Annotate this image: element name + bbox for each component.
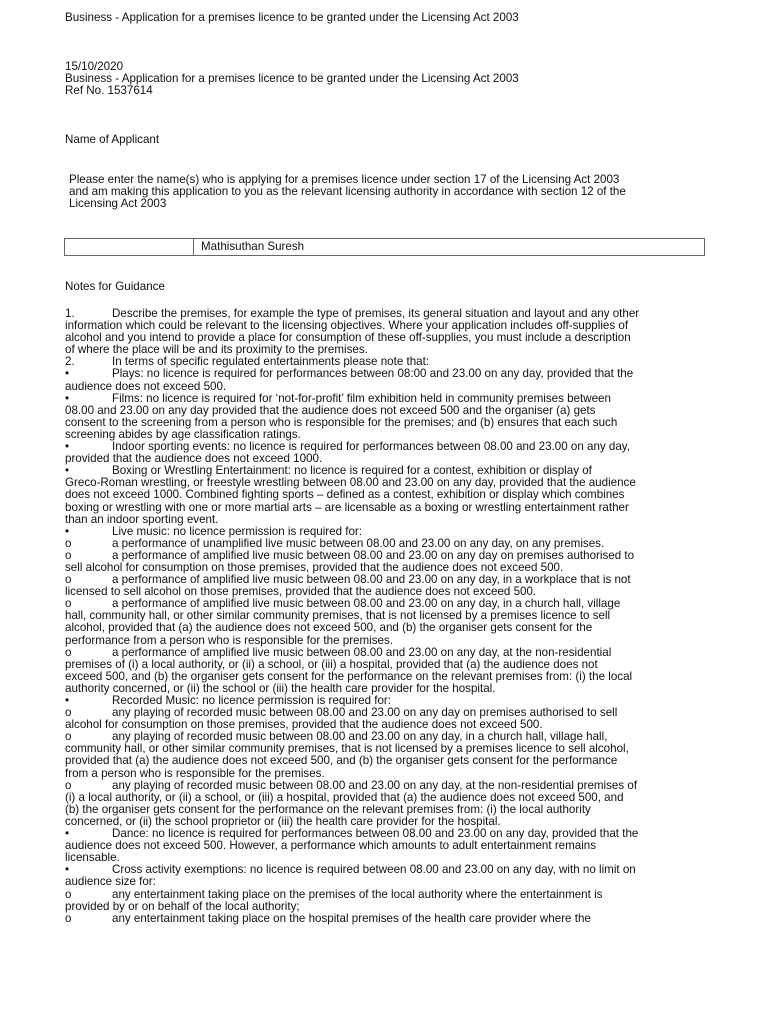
notes-line [65, 780, 707, 792]
notes-line: concerned, or (ii) the school proprietor or (iii) the health care provider for the hospital. [65, 814, 501, 828]
notes-line: community hall, or other similar community premises, that is not licensed by a premises licence to sell alcohol, [65, 742, 629, 756]
applicant-name-table [64, 238, 705, 256]
notes-line-text: any playing of recorded music between 08.00 and 23.00 on any day on premises authorised to sell [112, 706, 618, 720]
notes-line-text: a performance of amplified live music between 08.00 and 23.00 on any day on premises authorised to [112, 548, 635, 562]
notes-line: alcohol for consumption on those premises, provided that the audience does not exceed 500. [65, 718, 543, 732]
notes-line-text: a performance of amplified live music between 08.00 and 23.00 on any day, in a church hall, village [112, 597, 621, 611]
notes-line: Greco-Roman wrestling, or freestyle wrestling between 08.00 and 23.00 on any day, provided that the audience [65, 476, 636, 490]
notes-line [65, 368, 707, 380]
notes-line: exceed 500, and (b) the organiser gets consent for the performance on the relevant premises from: (i) the local [65, 669, 633, 683]
notes-line [65, 393, 707, 405]
notes-line-text: a performance of amplified live music between 08.00 and 23.00 on any day, in a workplace that is not [112, 573, 631, 587]
list-marker: • [65, 391, 70, 405]
notes-line: information which could be relevant to the licensing objectives. Where your application includes off-supplies of [65, 319, 629, 333]
notes-line-text: Recorded Music: no licence permission is required for: [112, 694, 392, 707]
notes-line-text: Boxing or Wrestling Entertainment: no licence is required for a contest, exhibition or display of [112, 464, 592, 478]
notes-line-text: Live music: no licence permission is required for: [112, 524, 363, 538]
notes-line: alcohol, provided that (a) the audience does not exceed 500, and (b) the organiser gets consent for the [65, 621, 593, 635]
notes-line: 08.00 and 23.00 on any day provided that the audience does not exceed 500 and the organiser (a) gets [65, 403, 596, 417]
notes-line-text: any playing of recorded music between 08.00 and 23.00 on any day, in a church hall, village hall, [112, 730, 608, 744]
list-marker: • [65, 827, 70, 841]
notes-line-text: Films: no licence is required for ‘not-for-profit’ film exhibition held in community premises between [112, 391, 611, 405]
list-marker: o [65, 573, 72, 587]
notes-line-text: a performance of unamplified live music between 08.00 and 23.00 on any day, on any premises. [112, 536, 605, 550]
list-marker: 2. [65, 355, 75, 369]
notes-line: does not exceed 1000. Combined fighting sports – defined as a contest, exhibition or display which combines [65, 488, 625, 502]
notes-line: consent to the screening from a person who is responsible for the premises; and (b) ensures that each such [65, 415, 618, 429]
notes-line [65, 889, 707, 901]
applicant-name-value: Mathisuthan Suresh [201, 240, 305, 253]
list-marker: o [65, 730, 72, 744]
notes-line: (b) the organiser gets consent for the performance on the relevant premises from: (i) the local authority [65, 802, 591, 816]
notes-heading: Notes for Guidance [65, 280, 165, 293]
page-header [65, 12, 707, 24]
notes-line: premises of (i) a local authority, or (ii) a school, or (iii) a hospital, provided that (a) the audience does not [65, 657, 598, 671]
instruction-line: Licensing Act 2003 [69, 197, 167, 211]
document-date: 15/10/2020 [65, 60, 124, 73]
notes-line: boxing or wrestling with one or more martial arts – are licensable as a boxing or wrestling entertainment rather [65, 500, 629, 514]
list-marker: • [65, 694, 70, 707]
notes-line: provided that the audience does not exceed 1000. [65, 452, 323, 466]
list-marker: o [65, 706, 72, 720]
notes-line: of where the place will be and its proximity to the premises. [65, 343, 368, 357]
notes-line-text: any playing of recorded music between 08.00 and 23.00 on any day, at the non-residential premises of [112, 778, 638, 792]
notes-line [65, 647, 707, 659]
instruction-line: Please enter the name(s) who is applying for a premises licence under section 17 of the Licensing Act 2003 [69, 173, 620, 186]
list-marker: • [65, 524, 70, 538]
notes-line-text: Describe the premises, for example the type of premises, its general situation and layout and any other [112, 307, 640, 320]
list-marker: o [65, 645, 72, 659]
notes-line: performance from a person who is responsible for the premises. [65, 633, 393, 647]
notes-line: licensed to sell alcohol on those premises, provided that the audience does not exceed 500. [65, 585, 537, 599]
list-marker: o [65, 911, 72, 925]
notes-heading-block [65, 281, 707, 293]
notes-line: (i) a local authority, or (ii) a school, or (iii) a hospital, provided that (a) the audience does not exceed 500, and [65, 790, 624, 804]
instruction-line: and am making this application to you as the relevant licensing authority in accordance with section 12 of the [69, 185, 626, 199]
notes-line: from a person who is responsible for the premises. [65, 766, 325, 780]
list-marker: • [65, 440, 70, 454]
notes-line: provided by or on behalf of the local authority; [65, 899, 300, 913]
notes-line: than an indoor sporting event. [65, 512, 219, 526]
notes-line-text: In terms of specific regulated entertainments please note that: [112, 355, 430, 369]
notes-line [65, 913, 707, 925]
list-marker: • [65, 464, 70, 478]
notes-line: alcohol and you intend to provide a place for consumption of these off-supplies, you must include a description [65, 331, 631, 345]
notes-line: hall, community hall, or other similar community premises, that is not licensed by a premises licence to sell [65, 609, 611, 623]
header-title: Business - Application for a premises licence to be granted under the Licensing Act 2003 [65, 11, 519, 24]
cell-divider [193, 239, 194, 255]
list-marker: o [65, 548, 72, 562]
notes-line-text: Cross activity exemptions: no licence is required between 08.00 and 23.00 on any day, with no limit on [112, 863, 636, 877]
reference-number: Ref No. 1537614 [65, 84, 153, 98]
notes-line: audience does not exceed 500. However, a performance which amounts to adult entertainment remains [65, 839, 597, 853]
document-title: Business - Application for a premises licence to be granted under the Licensing Act 2003 [65, 72, 519, 86]
list-marker: • [65, 863, 70, 877]
list-marker: o [65, 778, 72, 792]
notes-line-text: Plays: no licence is required for performances between 08:00 and 23.00 on any day, provided that the [112, 367, 634, 381]
notes-line: provided that (a) the audience does not exceed 500, and (b) the organiser gets consent for the performance [65, 754, 618, 768]
notes-line: sell alcohol for consumption on those premises, provided that the audience does not exceed 500. [65, 560, 564, 574]
notes-line: licensable. [65, 851, 120, 865]
list-marker: o [65, 887, 72, 901]
list-marker: 1. [65, 307, 75, 320]
notes-line-text: Indoor sporting events: no licence is required for performances between 08.00 and 23.00 on any day, [112, 440, 630, 454]
notes-line: screening abides by age classification ratings. [65, 427, 301, 441]
document-meta [65, 61, 707, 97]
notes-line-text: Dance: no licence is required for performances between 08.00 and 23.00 on any day, provided that the [112, 827, 639, 841]
notes-line [65, 864, 707, 876]
notes-line [65, 526, 707, 538]
section-heading: Name of Applicant [65, 133, 160, 146]
list-marker: • [65, 367, 70, 381]
applicant-instructions [69, 174, 711, 210]
notes-line-text: a performance of amplified live music between 08.00 and 23.00 on any day, at the non-residential [112, 645, 612, 659]
notes-line: audience does not exceed 500. [65, 379, 227, 393]
list-marker: o [65, 536, 72, 550]
notes-line-text: any entertainment taking place on the hospital premises of the health care provider where the [112, 911, 591, 925]
notes-body [65, 308, 707, 925]
list-marker: o [65, 597, 72, 611]
section-heading-applicant [65, 134, 707, 146]
notes-line: authority concerned, or (ii) the school or (iii) the health care provider for the hospital. [65, 681, 496, 695]
notes-line-text: any entertainment taking place on the premises of the local authority where the entertainment is [112, 887, 603, 901]
notes-line: audience size for: [65, 875, 156, 889]
